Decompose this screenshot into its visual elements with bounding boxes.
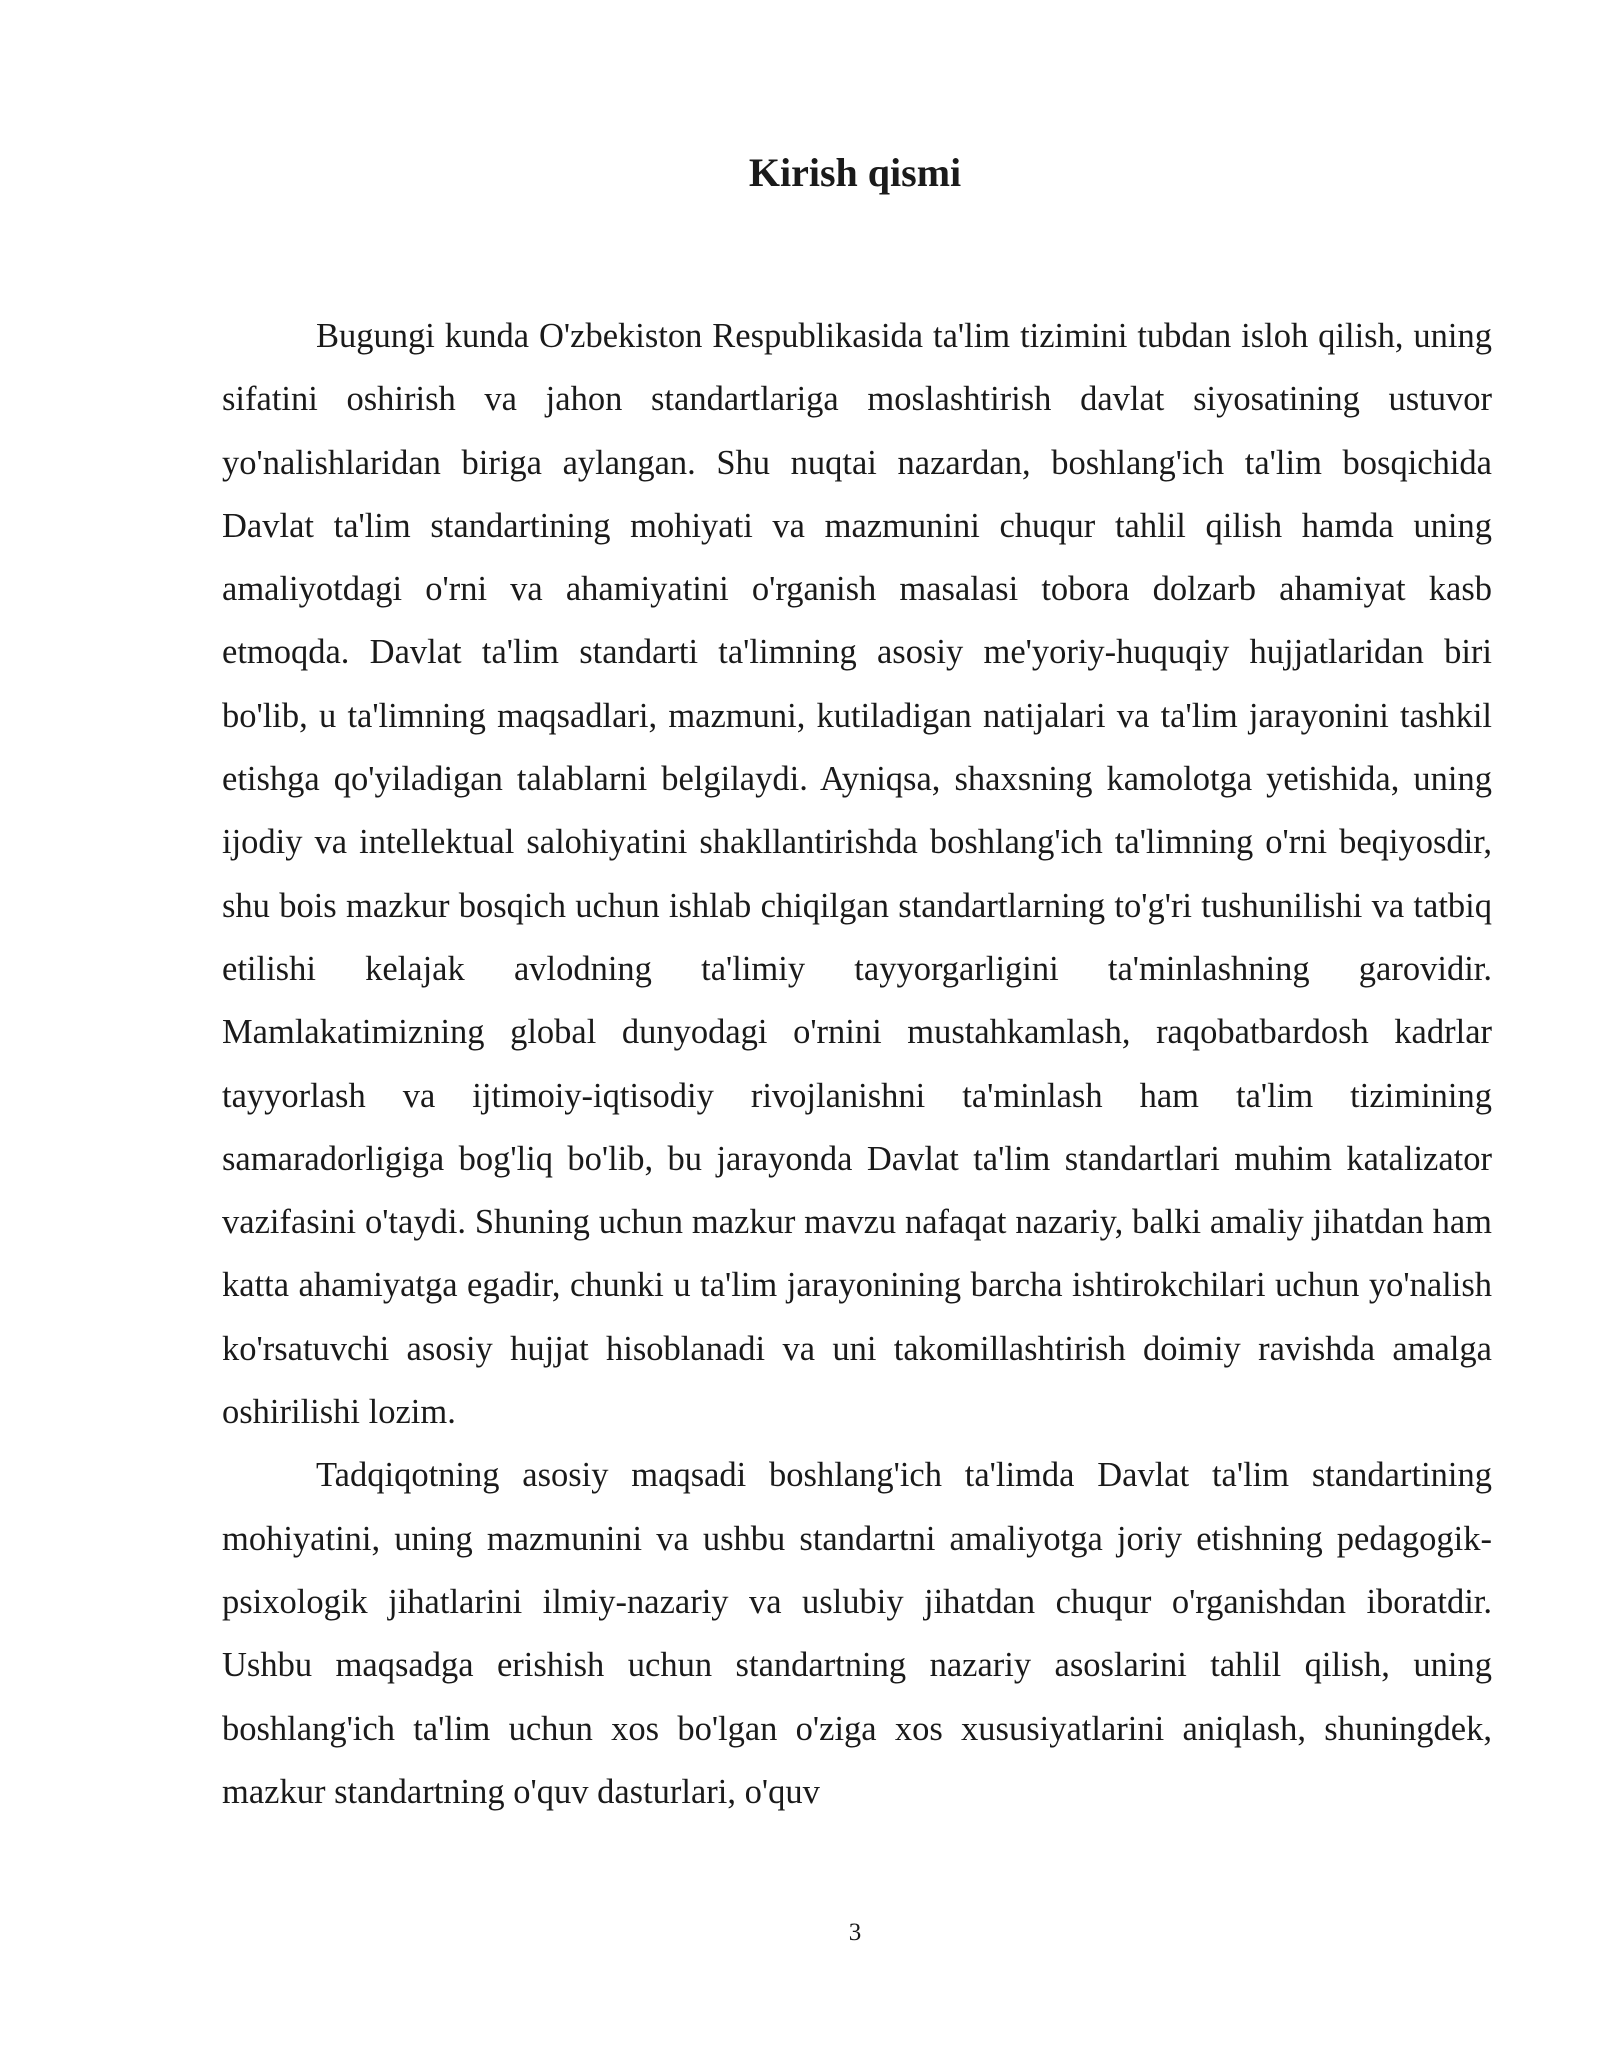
paragraph-1: Bugungi kunda O'zbekiston Respublikasida ta'lim tizimini tubdan isloh qilish, uning sifatini oshirish va jahon standartlariga moslashtirish davlat siyosatining ustuvor yo'nalishlaridan biriga aylangan. Shu nuqtai nazardan, boshlang'ich ta'lim bosqichida Davlat ta'lim standartining mohiyati va mazmunini chuqur tahlil qilish hamda uning amaliyotdagi o'rni va ahamiyatini o'rganish masalasi tobora dolzarb ahamiyat kasb etmoqda. Davlat ta'lim standarti ta'limning asosiy me'yoriy-huquqiy hujjatlaridan biri bo'lib, u ta'limning maqsadlari, mazmuni, kutiladigan natijalari va ta'lim jarayonini tashkil etishga qo'yiladigan talablarni belgilaydi. Ayniqsa, shaxsning kamolotga yetishida, uning ijodiy va intellektual salohiyatini shakllantirishda boshlang'ich ta'limning o'rni beqiyosdir, shu bois mazkur bosqich uchun ishlab chiqilgan standartlarning to'g'ri tushunilishi va tatbiq etilishi kelajak avlodning ta'limiy tayyorgarligini ta'minlashning garovidir. Mamlakatimizning global dunyodagi o'rnini mustahkamlash, raqobatbardosh kadrlar tayyorlash va ijtimoiy-iqtisodiy rivojlanishni ta'minlash ham ta'lim tizimining samaradorligiga bog'liq bo'lib, bu jarayonda Davlat ta'lim standartlari muhim katalizator vazifasini o'taydi. Shuning uchun mazkur mavzu nafaqat nazariy, balki amaliy jihatdan ham katta ahamiyatga egadir, chunki u ta'lim jarayonining barcha ishtirokchilari uchun yo'nalish ko'rsatuvchi asosiy hujjat hisoblanadi va uni takomillashtirish doimiy ravishda amalga oshirilishi lozim. (222, 317, 1492, 1432)
page-number: 3 (848, 1919, 862, 1946)
document-body (222, 305, 1492, 1824)
page-title: Kirish qismi (748, 150, 962, 195)
paragraph-2: Tadqiqotning asosiy maqsadi boshlang'ich ta'limda Davlat ta'lim standartining mohiyatini, uning mazmunini va ushbu standartni amaliyotga joriy etishning pedagogik-psixologik jihatlarini ilmiy-nazariy va uslubiy jihatdan chuqur o'rganishdan iboratdir. Ushbu maqsadga erishish uchun standartning nazariy asoslarini tahlil qilish, uning boshlang'ich ta'lim uchun xos bo'lgan o'ziga xos xususiyatlarini aniqlash, shuningdek, mazkur standartning o'quv dasturlari, o'quv (222, 1456, 1492, 1811)
